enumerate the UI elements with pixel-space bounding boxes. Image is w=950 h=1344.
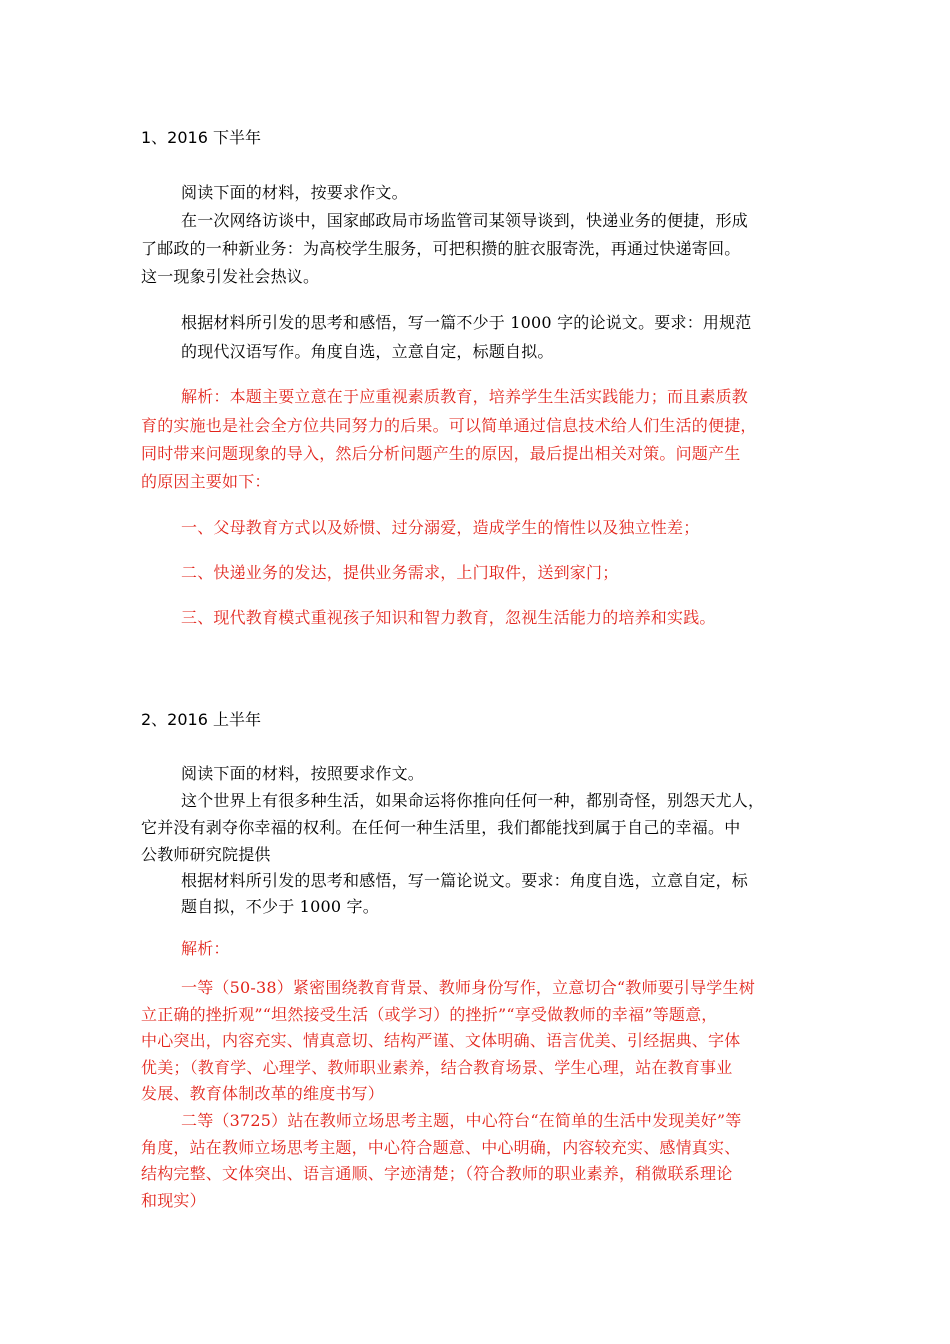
section-1-prompt-line: 在一次网络访谈中，国家邮政局市场监管司某领导谈到，快递业务的便捷，形成	[181, 211, 749, 230]
section-1-cause-item: 三、现代教育模式重视孩子知识和智力教育，忽视生活能力的培养和实践。	[181, 608, 716, 627]
section-2-prompt-line: 这个世界上有很多种生活，如果命运将你推向任何一种，都别奇怪，别怨天尤人，	[181, 791, 765, 810]
section-2-analysis-line: 结构完整、文体突出、语言通顺、字迹清楚；（符合教师的职业素养，稍微联系理论	[141, 1164, 733, 1183]
section-2-analysis-label: 解析：	[181, 939, 230, 958]
section-1-prompt-line: 阅读下面的材料，按要求作文。	[181, 183, 408, 202]
section-2-prompt-line: 阅读下面的材料，按照要求作文。	[181, 764, 425, 783]
section-1-cause-item: 一、父母教育方式以及娇惯、过分溺爱，造成学生的惰性以及独立性差；	[181, 518, 700, 537]
section-2-prompt-line: 公教师研究院提供	[141, 845, 271, 864]
section-2-analysis-line: 发展、教育体制改革的维度书写）	[141, 1084, 385, 1103]
section-1-prompt-line: 了邮政的一种新业务：为高校学生服务，可把积攒的脏衣服寄洗，再通过快递寄回。	[141, 239, 741, 258]
section-2-requirement-line: 根据材料所引发的思考和感悟，写一篇论说文。要求：角度自选，立意自定，标	[181, 871, 749, 890]
section-1-requirement-line: 根据材料所引发的思考和感悟，写一篇不少于 1000 字的论说文。要求：用规范	[181, 313, 752, 332]
section-2-analysis-line: 立正确的挫折观”“坦然接受生活（或学习）的挫折”“享受做教师的幸福”等题意，	[141, 1005, 718, 1024]
section-2-analysis-line: 和现实）	[141, 1191, 206, 1210]
section-1-analysis-line: 解析：本题主要立意在于应重视素质教育，培养学生生活实践能力；而且素质教	[181, 387, 749, 406]
section-1-requirement-line: 的现代汉语写作。角度自选，立意自定，标题自拟。	[181, 342, 554, 361]
section-1-analysis-line: 同时带来问题现象的导入，然后分析问题产生的原因，最后提出相关对策。问题产生	[141, 444, 741, 463]
section-1-prompt-line: 这一现象引发社会热议。	[141, 267, 320, 286]
section-2-heading: 2、2016 上半年	[141, 710, 261, 729]
section-2-analysis-line: 中心突出，内容充实、情真意切、结构严谨、文体明确、语言优美、引经据典、字体	[141, 1031, 741, 1050]
section-1-analysis-line: 的原因主要如下：	[141, 472, 271, 491]
section-2-analysis-line: 一等（50-38）紧密围绕教育背景、教师身份写作，立意切合“教师要引导学生树	[181, 978, 755, 997]
section-2-requirement-line: 题自拟，不少于 1000 字。	[181, 897, 379, 916]
section-2-analysis-line: 角度，站在教师立场思考主题，中心符合题意、中心明确，内容较充实、感情真实、	[141, 1138, 741, 1157]
section-1-analysis-line: 育的实施也是社会全方位共同努力的后果。可以简单通过信息技术给人们生活的便捷，	[141, 416, 757, 435]
section-2-prompt-line: 它并没有剥夺你幸福的权利。在任何一种生活里，我们都能找到属于自己的幸福。中	[141, 818, 741, 837]
section-2-analysis-line: 二等（3725）站在教师立场思考主题，中心符台“在简单的生活中发现美好”等	[181, 1111, 742, 1130]
section-1-heading: 1、2016 下半年	[141, 128, 261, 147]
section-1-cause-item: 二、快递业务的发达，提供业务需求，上门取件，送到家门；	[181, 563, 619, 582]
section-2-analysis-line: 优美；（教育学、心理学、教师职业素养，结合教育场景、学生心理，站在教育事业	[141, 1058, 733, 1077]
